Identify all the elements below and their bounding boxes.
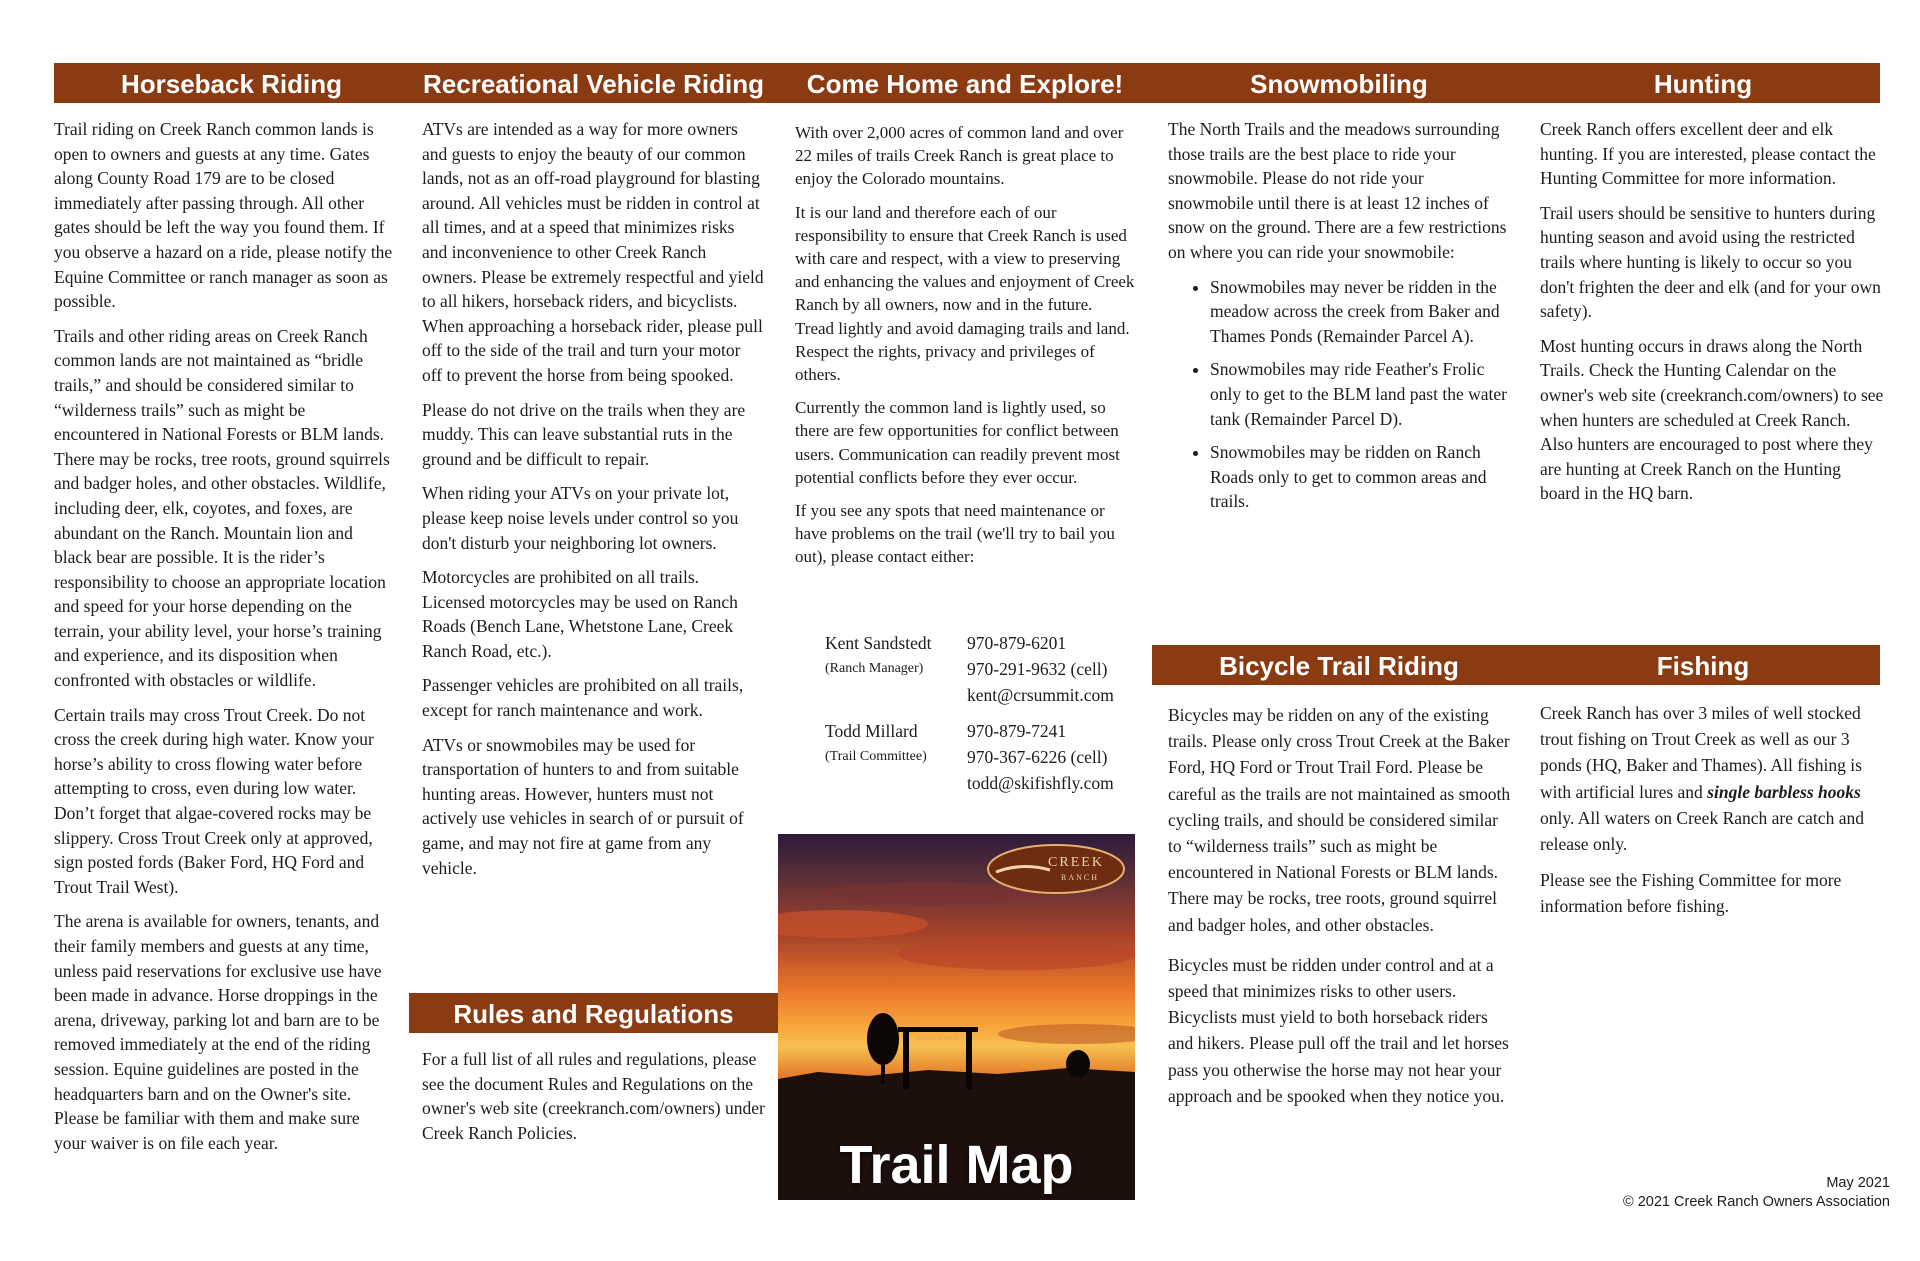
creek-ranch-logo [988,845,1124,893]
snowmobiling-paragraph: The North Trails and the meadows surrounding those trails are the best place to ride your snowmobile. Please do not ride your snowmobile until there is at least 12 inches of snow on the ground. There are a few restrictions on where you can ride your snowmobile: [1168,119,1507,262]
horseback-paragraph: Trails and other riding areas on Creek Ranch common lands are not maintained as “bridle trails,” and should be considered similar to “wilderness trails” such as might be encountered in National Forests or BLM lands. There may be rocks, tree roots, ground squirrels and badger holes, and other obstacles. Wildlife, including deer, elk, coyotes, and foxes, are abundant on the Ranch. Mountain lion and black bear are possible. It is the rider’s responsibility to choose an appropriate location and speed for your horse depending on the terrain, your ability level, your horse’s training and experience, and its disposition when confronted with obstacles or wildlife. [54,325,390,691]
footer [1623,1174,1890,1212]
snowmobiling-section [1168,117,1511,524]
trail-map-title: Trail Map [839,1135,1074,1195]
contact-cell: 970-367-6226 (cell) [967,747,1108,767]
header-snowmobiling: Snowmobiling [1152,63,1526,103]
contact-person [825,630,967,708]
header-recreational-vehicle-riding: Recreational Vehicle Riding [409,63,778,103]
gate-sign: CREEK RANCH [916,1036,960,1042]
bicycle-paragraph: Bicycles must be ridden under control and at a speed that minimizes risks to other users. Bicyclists must yield to both horseback riders and hikers. Please pull off the trail and let horses pass you otherwise the horse may not hear your approach and be spooked when they notice you. [1168,954,1509,1106]
contact-person [825,718,967,796]
explore-paragraph: If you see any spots that need maintenance or have problems on the trail (we'll try to bail you out), please contact either: [795,501,1115,567]
horseback-paragraph: The arena is available for owners, tenants, and their family members and guests at any time, unless paid reservations for exclusive use have been made in advance. Horse droppings in the arena, driveway, parking lot and barn are to be removed immediately at the end of the riding session. Equine guidelines are posted in the headquarters barn and on the Owner's site. Please be familiar with them and make sure your waiver is on file each year. [54,911,382,1153]
header-horseback-riding: Horseback Riding [54,63,409,103]
hunting-section [1540,117,1885,516]
rv-paragraph: Motorcycles are prohibited on all trails. Licensed motorcycles may be used on Ranch Roads (Bench Lane, Whetstone Lane, Creek Ranch Road, etc.). [422,567,738,661]
contact-email[interactable]: todd@skifishfly.com [967,773,1114,793]
header-come-home-explore: Come Home and Explore! [778,63,1152,103]
contact-entry [825,630,1145,708]
horseback-section [54,117,394,1165]
rv-paragraph: Please do not drive on the trails when they are muddy. This can leave substantial ruts in the ground and be difficult to repair. [422,399,746,469]
contact-role: (Trail Committee) [825,749,927,764]
header-bicycle-trail-riding: Bicycle Trail Riding [1152,645,1526,685]
header-fishing: Fishing [1526,645,1880,685]
explore-paragraph: Currently the common land is lightly used, so there are few opportunities for conflict between users. Communication can readily prevent most potential conflicts before they ever occur. [795,398,1120,487]
footer-copyright: © 2021 Creek Ranch Owners Association [1623,1194,1890,1210]
list-item: • Snowmobiles may be ridden on Ranch Roads only to get to common areas and trails. [1210,440,1511,514]
snowmobiling-restrictions [1168,275,1511,514]
header-hunting: Hunting [1526,63,1880,103]
list-item: • Snowmobiles may ride Feather's Frolic only to get to the BLM land past the water tank (Remainder Parcel D). [1210,357,1511,431]
logo-creek-text: CREEK [1048,855,1104,870]
hunting-paragraph: Trail users should be sensitive to hunters during hunting season and avoid using the restricted trails where hunting is likely to occur so you don't frighten the deer and elk (and for your own safety). [1540,202,1881,322]
explore-paragraph: With over 2,000 acres of common land and over 22 miles of trails Creek Ranch is great place to enjoy the Colorado mountains. [795,123,1124,189]
contact-email[interactable]: kent@crsummit.com [967,685,1114,705]
contact-list [825,630,1145,806]
horseback-paragraph: Certain trails may cross Trout Creek. Do not cross the creek during high water. Know your horse’s ability to cross flowing water before attempting to cross, even during low water. Don’t forget that algae-covered rocks may be slippery. Cross Trout Creek only at approved, sign posted fords (Baker Ford, HQ Ford and Trout Trail West). [54,704,374,897]
contact-name: Kent Sandstedt [825,633,932,653]
list-item: • Snowmobiles may never be ridden in the meadow across the creek from Baker and Thames Ponds (Remainder Parcel A). [1210,275,1511,349]
fishing-text: Creek Ranch has over 3 miles of well stocked trout fishing on Trout Creek as well as our 3 ponds (HQ, Baker and Thames). All fishing is with artificial lures and [1540,703,1862,802]
footer-date: May 2021 [1826,1175,1890,1191]
rv-section [422,117,764,890]
fishing-paragraph: Please see the Fishing Committee for more information before fishing. [1540,870,1842,917]
fishing-section [1540,700,1885,930]
logo-ranch-text: RANCH [1060,873,1100,882]
contact-cell: 970-291-9632 (cell) [967,659,1108,679]
sunset-cover-photo [778,834,1135,1200]
rules-section [422,1047,767,1155]
bicycle-section [1168,702,1511,1119]
bicycle-paragraph: Bicycles may be ridden on any of the existing trails. Please only cross Trout Creek at the Baker Ford, HQ Ford or Trout Trail Ford. Please be careful as the trails are not maintained as smooth cycling trails, and should be considered similar to “wilderness trails” such as might be encountered in National Forests or BLM lands. There may be rocks, tree roots, ground squirrel and badger holes, and other obstacles. [1168,705,1511,935]
rules-paragraph: For a full list of all rules and regulations, please see the document Rules and Regulations on the owner's web site (creekranch.com/owners) under Creek Ranch Policies. [422,1049,765,1143]
horseback-paragraph: Trail riding on Creek Ranch common lands is open to owners and guests at any time. Gates along County Road 179 are to be closed immediately after passing through. All other gates should be left the way you found them. If you observe a hazard on a ride, please notify the Equine Committee or ranch manager as soon as possible. [54,119,393,312]
contact-role: (Ranch Manager) [825,661,924,676]
fishing-text: only. All waters on Creek Ranch are catch and release only. [1540,807,1864,855]
contact-phone: 970-879-7241 [967,721,1067,741]
contact-name: Todd Millard [825,721,918,741]
fishing-emphasis: single barbless hooks [1707,781,1861,802]
header-rules-regulations: Rules and Regulations [409,993,778,1033]
contact-details [967,718,1114,796]
rv-paragraph: ATVs are intended as a way for more owners and guests to enjoy the beauty of our common lands, not as an off-road playground for blasting around. All vehicles must be ridden in control at all times, and at a speed that minimizes risks and inconvenience to other Creek Ranch owners. Please be extremely respectful and yield to all hikers, horseback riders, and bicyclists. When approaching a horseback rider, please pull off to the side of the trail and turn your motor off to prevent the horse from being spooked. [422,119,764,385]
contact-phone: 970-879-6201 [967,633,1067,653]
contact-details [967,630,1114,708]
rv-paragraph: Passenger vehicles are prohibited on all trails, except for ranch maintenance and work. [422,675,744,721]
hunting-paragraph: Creek Ranch offers excellent deer and elk hunting. If you are interested, please contact the Hunting Committee for more information. [1540,119,1876,189]
fishing-paragraph [1540,700,1885,857]
rv-paragraph: ATVs or snowmobiles may be used for transportation of hunters to and from suitable hunting areas. However, hunters must not actively use vehicles in search of or pursuit of game, and may not fire at game from any vehicle. [422,734,744,878]
rv-paragraph: When riding your ATVs on your private lot, please keep noise levels under control so you don't disturb your neighboring lot owners. [422,483,739,553]
contact-entry [825,718,1145,796]
explore-section [795,121,1135,579]
explore-paragraph: It is our land and therefore each of our responsibility to ensure that Creek Ranch is used with care and respect, with a view to preserving and enhancing the values and enjoyment of Creek Ranch by all owners, now and in the future. Tread lightly and avoid damaging trails and land. Respect the rights, privacy and privileges of others. [795,202,1135,385]
hunting-paragraph: Most hunting occurs in draws along the North Trails. Check the Hunting Calendar on the owner's web site (creekranch.com/owners) to see when hunters are scheduled at Creek Ranch. Also hunters are encouraged to post where they are hunting at Creek Ranch on the Hunting board in the HQ barn. [1540,335,1884,504]
